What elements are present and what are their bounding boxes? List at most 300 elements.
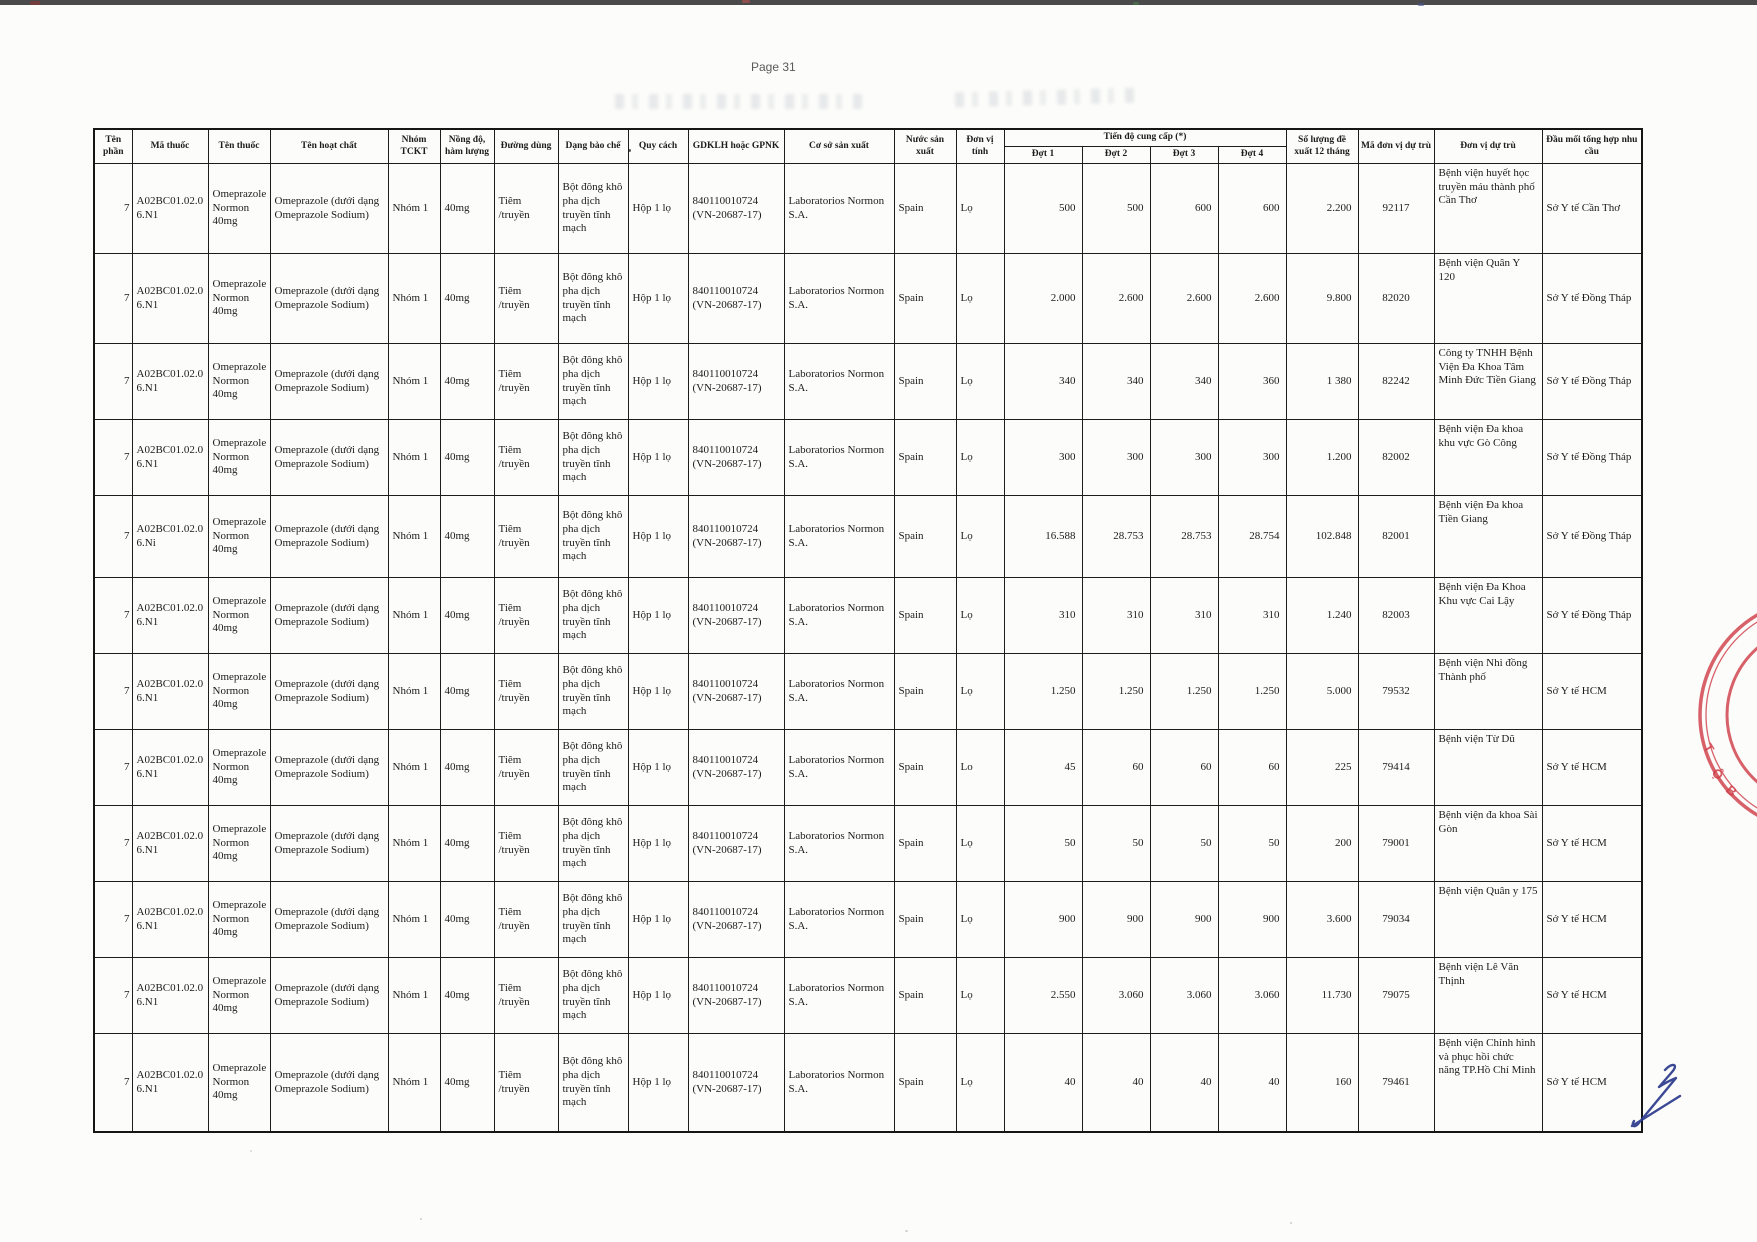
cell-dot-2: 60 (1082, 730, 1150, 806)
cell-ten-hoat-chat: Omeprazole (dưới dạng Omeprazole Sodium) (270, 1034, 388, 1133)
cell-ten-thuoc: Omeprazole Normon 40mg (208, 882, 270, 958)
scan-noise-speck (742, 0, 750, 3)
scan-noise-speck (1133, 2, 1139, 5)
cell-ten-thuoc: Omeprazole Normon 40mg (208, 344, 270, 420)
cell-dot-2: 310 (1082, 578, 1150, 654)
cell-nuoc-san-xuat: Spain (894, 496, 956, 578)
header-so-luong-de-xuat: Số lượng đề xuất 12 tháng (1286, 129, 1358, 164)
cell-nhom-tckt: Nhóm 1 (388, 254, 440, 344)
table-row (94, 420, 1642, 496)
cell-dang-bao-che: Bột đông khô pha dịch truyền tĩnh mạch (558, 420, 628, 496)
cell-dot-2: 900 (1082, 882, 1150, 958)
cell-ten-phan: 7 (94, 730, 132, 806)
cell-quy-cach: Hộp 1 lọ (628, 654, 688, 730)
cell-nuoc-san-xuat: Spain (894, 420, 956, 496)
cell-ma-thuoc: A02BC01.02.06.N1 (132, 958, 208, 1034)
cell-duong-dung: Tiêm /truyền (494, 958, 558, 1034)
cell-dot-3: 340 (1150, 344, 1218, 420)
cell-ten-hoat-chat: Omeprazole (dưới dạng Omeprazole Sodium) (270, 654, 388, 730)
table-row (94, 254, 1642, 344)
bleed-through-smudge (955, 88, 1140, 108)
drug-procurement-table (93, 128, 1643, 1133)
cell-dau-moi: Sở Y tế Đồng Tháp (1542, 496, 1642, 578)
cell-dot-4: 1.250 (1218, 654, 1286, 730)
cell-dang-bao-che: Bột đông khô pha dịch truyền tĩnh mạch (558, 496, 628, 578)
cell-dot-2: 340 (1082, 344, 1150, 420)
cell-ma-don-vi-du-tru: 82002 (1358, 420, 1434, 496)
cell-ten-thuoc: Omeprazole Normon 40mg (208, 730, 270, 806)
cell-ten-phan: 7 (94, 496, 132, 578)
cell-dang-bao-che: Bột đông khô pha dịch truyền tĩnh mạch (558, 1034, 628, 1133)
cell-nong-do: 40mg (440, 164, 494, 254)
cell-duong-dung: Tiêm /truyền (494, 806, 558, 882)
cell-dau-moi: Sở Y tế HCM (1542, 958, 1642, 1034)
cell-dot-1: 2.550 (1004, 958, 1082, 1034)
cell-dot-2: 3.060 (1082, 958, 1150, 1034)
header-don-vi-du-tru: Đơn vị dự trù (1434, 129, 1542, 164)
cell-nong-do: 40mg (440, 806, 494, 882)
header-dau-moi: Đầu mối tổng hợp nhu cầu (1542, 129, 1642, 164)
cell-dot-4: 600 (1218, 164, 1286, 254)
table-body (94, 164, 1642, 1133)
cell-quy-cach: Hộp 1 lọ (628, 882, 688, 958)
cell-nhom-tckt: Nhóm 1 (388, 654, 440, 730)
cell-don-vi-tinh: Lọ (956, 654, 1004, 730)
cell-don-vi-tinh: Lọ (956, 806, 1004, 882)
bleed-through-smudge (615, 94, 865, 109)
cell-dot-2: 40 (1082, 1034, 1150, 1133)
cell-nuoc-san-xuat: Spain (894, 958, 956, 1034)
cell-don-vi-tinh: Lọ (956, 254, 1004, 344)
cell-gdklh: 840110010724 (VN-20687-17) (688, 654, 784, 730)
cell-co-so-san-xuat: Laboratorios Normon S.A. (784, 806, 894, 882)
cell-nong-do: 40mg (440, 882, 494, 958)
cell-don-vi-tinh: Lo (956, 730, 1004, 806)
cell-ma-thuoc: A02BC01.02.06.N1 (132, 1034, 208, 1133)
cell-nhom-tckt: Nhóm 1 (388, 420, 440, 496)
cell-dot-3: 1.250 (1150, 654, 1218, 730)
cell-ma-thuoc: A02BC01.02.06.N1 (132, 806, 208, 882)
cell-don-vi-du-tru: Bệnh viện Lê Văn Thịnh (1434, 958, 1542, 1034)
cell-dot-4: 900 (1218, 882, 1286, 958)
cell-co-so-san-xuat: Laboratorios Normon S.A. (784, 164, 894, 254)
cell-co-so-san-xuat: Laboratorios Normon S.A. (784, 496, 894, 578)
cell-so-luong-de-xuat: 160 (1286, 1034, 1358, 1133)
cell-don-vi-du-tru: Bệnh viện Đa khoa khu vực Gò Công (1434, 420, 1542, 496)
cell-dot-4: 3.060 (1218, 958, 1286, 1034)
cell-so-luong-de-xuat: 3.600 (1286, 882, 1358, 958)
cell-nuoc-san-xuat: Spain (894, 654, 956, 730)
cell-don-vi-tinh: Lọ (956, 496, 1004, 578)
cell-co-so-san-xuat: Laboratorios Normon S.A. (784, 1034, 894, 1133)
cell-dot-4: 50 (1218, 806, 1286, 882)
cell-dot-1: 40 (1004, 1034, 1082, 1133)
cell-dang-bao-che: Bột đông khô pha dịch truyền tĩnh mạch (558, 882, 628, 958)
header-ma-thuoc: Mã thuốc (132, 129, 208, 164)
cell-nong-do: 40mg (440, 730, 494, 806)
header-dot-4: Đợt 4 (1218, 147, 1286, 164)
cell-co-so-san-xuat: Laboratorios Normon S.A. (784, 730, 894, 806)
cell-ten-thuoc: Omeprazole Normon 40mg (208, 958, 270, 1034)
cell-so-luong-de-xuat: 2.200 (1286, 164, 1358, 254)
cell-gdklh: 840110010724 (VN-20687-17) (688, 882, 784, 958)
cell-dang-bao-che: Bột đông khô pha dịch truyền tĩnh mạch (558, 654, 628, 730)
cell-dot-4: 28.754 (1218, 496, 1286, 578)
header-dang-bao-che: Dạng bào chế (558, 129, 628, 164)
cell-so-luong-de-xuat: 225 (1286, 730, 1358, 806)
cell-dot-3: 40 (1150, 1034, 1218, 1133)
cell-ten-phan: 7 (94, 1034, 132, 1133)
table-row (94, 958, 1642, 1034)
cell-so-luong-de-xuat: 1.240 (1286, 578, 1358, 654)
cell-ten-hoat-chat: Omeprazole (dưới dạng Omeprazole Sodium) (270, 882, 388, 958)
cell-duong-dung: Tiêm /truyền (494, 882, 558, 958)
cell-dot-1: 500 (1004, 164, 1082, 254)
cell-quy-cach: Hộp 1 lọ (628, 496, 688, 578)
cell-dot-3: 50 (1150, 806, 1218, 882)
cell-dot-3: 2.600 (1150, 254, 1218, 344)
scan-noise-dot (250, 1150, 252, 1152)
cell-dot-2: 500 (1082, 164, 1150, 254)
cell-duong-dung: Tiêm /truyền (494, 654, 558, 730)
cell-dang-bao-che: Bột đông khô pha dịch truyền tĩnh mạch (558, 578, 628, 654)
stamp-letter: B (1722, 782, 1741, 800)
cell-nong-do: 40mg (440, 578, 494, 654)
cell-ten-thuoc: Omeprazole Normon 40mg (208, 420, 270, 496)
cell-duong-dung: Tiêm /truyền (494, 578, 558, 654)
cell-don-vi-tinh: Lọ (956, 344, 1004, 420)
cell-gdklh: 840110010724 (VN-20687-17) (688, 1034, 784, 1133)
cell-nhom-tckt: Nhóm 1 (388, 958, 440, 1034)
cell-ma-don-vi-du-tru: 79461 (1358, 1034, 1434, 1133)
cell-dot-1: 900 (1004, 882, 1082, 958)
cell-ten-hoat-chat: Omeprazole (dưới dạng Omeprazole Sodium) (270, 496, 388, 578)
cell-nuoc-san-xuat: Spain (894, 344, 956, 420)
cell-nhom-tckt: Nhóm 1 (388, 1034, 440, 1133)
cell-dau-moi: Sở Y tế Đồng Tháp (1542, 254, 1642, 344)
cell-dot-1: 50 (1004, 806, 1082, 882)
cell-ten-phan: 7 (94, 654, 132, 730)
scan-noise-speck (30, 1, 40, 5)
cell-dot-3: 600 (1150, 164, 1218, 254)
cell-ma-don-vi-du-tru: 82003 (1358, 578, 1434, 654)
cell-dot-2: 50 (1082, 806, 1150, 882)
cell-ten-hoat-chat: Omeprazole (dưới dạng Omeprazole Sodium) (270, 254, 388, 344)
cell-ma-thuoc: A02BC01.02.06.N1 (132, 578, 208, 654)
cell-dot-3: 900 (1150, 882, 1218, 958)
cell-ten-hoat-chat: Omeprazole (dưới dạng Omeprazole Sodium) (270, 578, 388, 654)
cell-don-vi-du-tru: Bệnh viện Nhi đồng Thành phố (1434, 654, 1542, 730)
header-nhom-tckt: Nhóm TCKT (388, 129, 440, 164)
cell-dot-1: 1.250 (1004, 654, 1082, 730)
cell-ten-hoat-chat: Omeprazole (dưới dạng Omeprazole Sodium) (270, 420, 388, 496)
table-row (94, 882, 1642, 958)
cell-co-so-san-xuat: Laboratorios Normon S.A. (784, 958, 894, 1034)
cell-so-luong-de-xuat: 9.800 (1286, 254, 1358, 344)
cell-duong-dung: Tiêm /truyền (494, 344, 558, 420)
cell-dau-moi: Sở Y tế Đồng Tháp (1542, 578, 1642, 654)
scan-noise-dot (1290, 1222, 1292, 1224)
cell-dot-2: 28.753 (1082, 496, 1150, 578)
cell-nuoc-san-xuat: Spain (894, 1034, 956, 1133)
cell-ten-phan: 7 (94, 958, 132, 1034)
cell-ten-hoat-chat: Omeprazole (dưới dạng Omeprazole Sodium) (270, 958, 388, 1034)
cell-don-vi-du-tru: Bệnh viện Quân Y 120 (1434, 254, 1542, 344)
cell-quy-cach: Hộp 1 lọ (628, 806, 688, 882)
cell-gdklh: 840110010724 (VN-20687-17) (688, 420, 784, 496)
stamp-letter: Ộ (1708, 765, 1727, 783)
cell-quy-cach: Hộp 1 lọ (628, 344, 688, 420)
cell-gdklh: 840110010724 (VN-20687-17) (688, 164, 784, 254)
cell-gdklh: 840110010724 (VN-20687-17) (688, 806, 784, 882)
cell-gdklh: 840110010724 (VN-20687-17) (688, 578, 784, 654)
cell-dang-bao-che: Bột đông khô pha dịch truyền tĩnh mạch (558, 344, 628, 420)
cell-ten-thuoc: Omeprazole Normon 40mg (208, 496, 270, 578)
header-ten-phan: Tên phần (94, 129, 132, 164)
cell-ten-hoat-chat: Omeprazole (dưới dạng Omeprazole Sodium) (270, 730, 388, 806)
cell-dang-bao-che: Bột đông khô pha dịch truyền tĩnh mạch (558, 164, 628, 254)
cell-dau-moi: Sở Y tế HCM (1542, 1034, 1642, 1133)
cell-dot-4: 2.600 (1218, 254, 1286, 344)
cell-ma-don-vi-du-tru: 79001 (1358, 806, 1434, 882)
cell-nong-do: 40mg (440, 344, 494, 420)
cell-quy-cach: Hộp 1 lọ (628, 164, 688, 254)
header-ma-don-vi-du-tru: Mã đơn vị dự trù (1358, 129, 1434, 164)
cell-dot-2: 2.600 (1082, 254, 1150, 344)
cell-nuoc-san-xuat: Spain (894, 730, 956, 806)
cell-ma-don-vi-du-tru: 79034 (1358, 882, 1434, 958)
cell-dot-4: 310 (1218, 578, 1286, 654)
cell-co-so-san-xuat: Laboratorios Normon S.A. (784, 882, 894, 958)
cell-ten-phan: 7 (94, 344, 132, 420)
cell-gdklh: 840110010724 (VN-20687-17) (688, 730, 784, 806)
cell-don-vi-tinh: Lọ (956, 164, 1004, 254)
table-header (94, 129, 1642, 164)
cell-quy-cach: Hộp 1 lọ (628, 254, 688, 344)
cell-ten-hoat-chat: Omeprazole (dưới dạng Omeprazole Sodium) (270, 164, 388, 254)
cell-nuoc-san-xuat: Spain (894, 578, 956, 654)
cell-dot-3: 3.060 (1150, 958, 1218, 1034)
cell-dot-3: 300 (1150, 420, 1218, 496)
cell-dang-bao-che: Bột đông khô pha dịch truyền tĩnh mạch (558, 806, 628, 882)
cell-co-so-san-xuat: Laboratorios Normon S.A. (784, 578, 894, 654)
cell-ma-don-vi-du-tru: 82242 (1358, 344, 1434, 420)
cell-dau-moi: Sở Y tế Cần Thơ (1542, 164, 1642, 254)
cell-gdklh: 840110010724 (VN-20687-17) (688, 344, 784, 420)
cell-quy-cach: Hộp 1 lọ (628, 730, 688, 806)
header-dot-3: Đợt 3 (1150, 147, 1218, 164)
cell-ma-thuoc: A02BC01.02.06.Ni (132, 496, 208, 578)
cell-ten-phan: 7 (94, 882, 132, 958)
cell-ten-hoat-chat: Omeprazole (dưới dạng Omeprazole Sodium) (270, 344, 388, 420)
cell-dot-2: 1.250 (1082, 654, 1150, 730)
cell-nhom-tckt: Nhóm 1 (388, 164, 440, 254)
cell-so-luong-de-xuat: 1 380 (1286, 344, 1358, 420)
cell-dau-moi: Sở Y tế HCM (1542, 806, 1642, 882)
cell-ma-thuoc: A02BC01.02.06.N1 (132, 420, 208, 496)
cell-don-vi-du-tru: Công ty TNHH Bệnh Viện Đa Khoa Tâm Minh Đức Tiền Giang (1434, 344, 1542, 420)
scan-noise-dot (905, 1230, 908, 1232)
cell-nuoc-san-xuat: Spain (894, 882, 956, 958)
cell-dang-bao-che: Bột đông khô pha dịch truyền tĩnh mạch (558, 958, 628, 1034)
table-row (94, 344, 1642, 420)
cell-ten-phan: 7 (94, 578, 132, 654)
cell-dot-3: 28.753 (1150, 496, 1218, 578)
cell-ten-thuoc: Omeprazole Normon 40mg (208, 578, 270, 654)
cell-don-vi-du-tru: Bệnh viện Chỉnh hình và phục hồi chức năng TP.Hồ Chí Minh (1434, 1034, 1542, 1133)
cell-ten-thuoc: Omeprazole Normon 40mg (208, 254, 270, 344)
cell-nong-do: 40mg (440, 496, 494, 578)
cell-ma-don-vi-du-tru: 82001 (1358, 496, 1434, 578)
cell-nhom-tckt: Nhóm 1 (388, 344, 440, 420)
scan-noise-speck (1418, 3, 1424, 6)
scan-noise-dot (420, 1218, 422, 1220)
header-co-so-san-xuat: Cơ sở sản xuất (784, 129, 894, 164)
cell-dang-bao-che: Bột đông khô pha dịch truyền tĩnh mạch (558, 254, 628, 344)
cell-don-vi-du-tru: Bệnh viện Đa khoa Tiền Giang (1434, 496, 1542, 578)
cell-don-vi-du-tru: Bệnh viện huyết học truyền máu thành phố Cần Thơ (1434, 164, 1542, 254)
cell-dot-3: 310 (1150, 578, 1218, 654)
cell-so-luong-de-xuat: 1.200 (1286, 420, 1358, 496)
cell-ten-thuoc: Omeprazole Normon 40mg (208, 1034, 270, 1133)
cell-duong-dung: Tiêm /truyền (494, 496, 558, 578)
cell-ma-don-vi-du-tru: 79414 (1358, 730, 1434, 806)
cell-gdklh: 840110010724 (VN-20687-17) (688, 496, 784, 578)
cell-co-so-san-xuat: Laboratorios Normon S.A. (784, 654, 894, 730)
cell-don-vi-tinh: Lọ (956, 578, 1004, 654)
cell-dot-1: 340 (1004, 344, 1082, 420)
cell-nhom-tckt: Nhóm 1 (388, 882, 440, 958)
cell-co-so-san-xuat: Laboratorios Normon S.A. (784, 344, 894, 420)
cell-gdklh: 840110010724 (VN-20687-17) (688, 958, 784, 1034)
cell-dot-3: 60 (1150, 730, 1218, 806)
cell-ma-don-vi-du-tru: 79532 (1358, 654, 1434, 730)
cell-nong-do: 40mg (440, 254, 494, 344)
cell-ma-thuoc: A02BC01.02.06.N1 (132, 344, 208, 420)
cell-don-vi-tinh: Lọ (956, 882, 1004, 958)
cell-co-so-san-xuat: Laboratorios Normon S.A. (784, 254, 894, 344)
cell-co-so-san-xuat: Laboratorios Normon S.A. (784, 420, 894, 496)
cell-quy-cach: Hộp 1 lọ (628, 958, 688, 1034)
cell-nong-do: 40mg (440, 654, 494, 730)
header-dot-2: Đợt 2 (1082, 147, 1150, 164)
cell-ma-thuoc: A02BC01.02.06.N1 (132, 730, 208, 806)
header-don-vi-tinh: Đơn vị tính (956, 129, 1004, 164)
cell-dot-1: 45 (1004, 730, 1082, 806)
table-row (94, 654, 1642, 730)
cell-ten-thuoc: Omeprazole Normon 40mg (208, 654, 270, 730)
cell-ma-thuoc: A02BC01.02.06.N1 (132, 654, 208, 730)
cell-so-luong-de-xuat: 102.848 (1286, 496, 1358, 578)
cell-duong-dung: Tiêm /truyền (494, 730, 558, 806)
header-quy-cach: Quy cách (628, 129, 688, 164)
table-row (94, 578, 1642, 654)
cell-nhom-tckt: Nhóm 1 (388, 496, 440, 578)
stamp-letter: T (1700, 740, 1718, 756)
cell-nuoc-san-xuat: Spain (894, 806, 956, 882)
cell-ten-phan: 7 (94, 420, 132, 496)
cell-dot-1: 16.588 (1004, 496, 1082, 578)
header-gdklh: GDKLH hoặc GPNK (688, 129, 784, 164)
table-row (94, 730, 1642, 806)
cell-duong-dung: Tiêm /truyền (494, 164, 558, 254)
cell-dot-1: 2.000 (1004, 254, 1082, 344)
cell-ma-thuoc: A02BC01.02.06.N1 (132, 254, 208, 344)
cell-dau-moi: Sở Y tế Đồng Tháp (1542, 420, 1642, 496)
cell-quy-cach: Hộp 1 lọ (628, 1034, 688, 1133)
cell-ten-thuoc: Omeprazole Normon 40mg (208, 806, 270, 882)
cell-dau-moi: Sở Y tế HCM (1542, 730, 1642, 806)
cell-ma-thuoc: A02BC01.02.06.N1 (132, 164, 208, 254)
table-row (94, 164, 1642, 254)
cell-ma-thuoc: A02BC01.02.06.N1 (132, 882, 208, 958)
cell-dot-4: 360 (1218, 344, 1286, 420)
cell-dot-2: 300 (1082, 420, 1150, 496)
page-number: Page 31 (751, 60, 796, 74)
cell-dang-bao-che: Bột đông khô pha dịch truyền tĩnh mạch (558, 730, 628, 806)
cell-ma-don-vi-du-tru: 82020 (1358, 254, 1434, 344)
cell-dot-4: 40 (1218, 1034, 1286, 1133)
cell-nong-do: 40mg (440, 420, 494, 496)
cell-quy-cach: Hộp 1 lọ (628, 578, 688, 654)
cell-dot-4: 60 (1218, 730, 1286, 806)
cell-dau-moi: Sở Y tế HCM (1542, 654, 1642, 730)
table-row (94, 806, 1642, 882)
cell-don-vi-tinh: Lọ (956, 958, 1004, 1034)
cell-so-luong-de-xuat: 200 (1286, 806, 1358, 882)
table-row (94, 496, 1642, 578)
cell-ten-phan: 7 (94, 254, 132, 344)
table-row (94, 1034, 1642, 1133)
cell-ten-hoat-chat: Omeprazole (dưới dạng Omeprazole Sodium) (270, 806, 388, 882)
cell-don-vi-tinh: Lọ (956, 420, 1004, 496)
cell-ten-thuoc: Omeprazole Normon 40mg (208, 164, 270, 254)
header-ten-thuoc: Tên thuốc (208, 129, 270, 164)
header-dot-1: Đợt 1 (1004, 147, 1082, 164)
header-duong-dung: Đường dùng (494, 129, 558, 164)
cell-quy-cach: Hộp 1 lọ (628, 420, 688, 496)
cell-duong-dung: Tiêm /truyền (494, 254, 558, 344)
cell-duong-dung: Tiêm /truyền (494, 420, 558, 496)
cell-nong-do: 40mg (440, 1034, 494, 1133)
cell-don-vi-du-tru: Bệnh viện đa khoa Sài Gòn (1434, 806, 1542, 882)
cell-gdklh: 840110010724 (VN-20687-17) (688, 254, 784, 344)
cell-dau-moi: Sở Y tế HCM (1542, 882, 1642, 958)
header-nuoc-san-xuat: Nước sản xuất (894, 129, 956, 164)
cell-ten-phan: 7 (94, 806, 132, 882)
cell-dau-moi: Sở Y tế Đồng Tháp (1542, 344, 1642, 420)
cell-nuoc-san-xuat: Spain (894, 164, 956, 254)
cell-nhom-tckt: Nhóm 1 (388, 730, 440, 806)
red-official-stamp-icon (1695, 595, 1757, 845)
cell-dot-1: 310 (1004, 578, 1082, 654)
cell-nong-do: 40mg (440, 958, 494, 1034)
cell-nuoc-san-xuat: Spain (894, 254, 956, 344)
header-tien-do-cung-cap: Tiến độ cung cấp (*) (1004, 129, 1286, 147)
cell-nhom-tckt: Nhóm 1 (388, 806, 440, 882)
cell-ma-don-vi-du-tru: 92117 (1358, 164, 1434, 254)
cell-dot-4: 300 (1218, 420, 1286, 496)
cell-dot-1: 300 (1004, 420, 1082, 496)
header-ten-hoat-chat: Tên hoạt chất (270, 129, 388, 164)
cell-duong-dung: Tiêm /truyền (494, 1034, 558, 1133)
cell-don-vi-tinh: Lọ (956, 1034, 1004, 1133)
header-nong-do: Nồng độ, hàm lượng (440, 129, 494, 164)
scan-edge-strip (0, 0, 1757, 5)
cell-so-luong-de-xuat: 5.000 (1286, 654, 1358, 730)
cell-ten-phan: 7 (94, 164, 132, 254)
cell-ma-don-vi-du-tru: 79075 (1358, 958, 1434, 1034)
